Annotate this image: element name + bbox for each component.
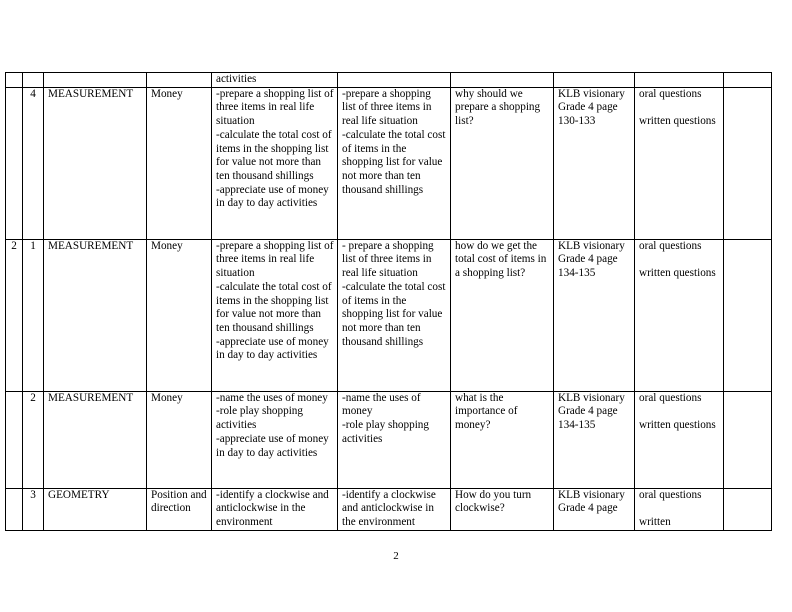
week-cell: [6, 488, 23, 530]
resources-cell: KLB visionary Grade 4 page: [554, 488, 635, 530]
strand-cell: MEASUREMENT: [44, 239, 147, 391]
week-cell: 2: [6, 239, 23, 391]
key-inquiry-cell: How do you turn clockwise?: [451, 488, 554, 530]
table-row: [6, 239, 772, 391]
week-cell: [6, 73, 23, 88]
lesson-cell: 4: [23, 87, 44, 239]
scheme-of-work-table: [5, 72, 772, 531]
week-cell: [6, 391, 23, 488]
learning-experiences-cell: - prepare a shopping list of three items in real life situation -calculate the total cost of items in the shopping list for value not more than ten thousand shillings: [338, 239, 451, 391]
assessment-cell: oral questions written questions: [635, 87, 724, 239]
strand-cell: MEASUREMENT: [44, 87, 147, 239]
strand-cell: MEASUREMENT: [44, 391, 147, 488]
reflection-cell: [724, 391, 772, 488]
learning-experiences-cell: [338, 73, 451, 88]
learning-outcomes-cell: activities: [212, 73, 338, 88]
lesson-cell: 3: [23, 488, 44, 530]
sub-strand-cell: Money: [147, 391, 212, 488]
resources-cell: KLB visionary Grade 4 page 134-135: [554, 391, 635, 488]
assessment-cell: oral questions written questions: [635, 239, 724, 391]
table-row: [6, 87, 772, 239]
reflection-cell: [724, 73, 772, 88]
learning-outcomes-cell: -prepare a shopping list of three items in real life situation -calculate the total cost of items in the shopping list for value not more than ten thousand shillings -appreciate use of money in day to day activities: [212, 239, 338, 391]
key-inquiry-cell: how do we get the total cost of items in a shopping list?: [451, 239, 554, 391]
learning-experiences-cell: -identify a clockwise and anticlockwise in the environment: [338, 488, 451, 530]
learning-outcomes-cell: -prepare a shopping list of three items in real life situation -calculate the total cost of items in the shopping list for value not more than ten thousand shillings -appreciate use of money in day to day activities: [212, 87, 338, 239]
page-number: 2: [393, 550, 399, 562]
sub-strand-cell: Money: [147, 87, 212, 239]
assessment-cell: [635, 73, 724, 88]
week-cell: [6, 87, 23, 239]
table-row: [6, 73, 772, 88]
lesson-cell: 1: [23, 239, 44, 391]
key-inquiry-cell: why should we prepare a shopping list?: [451, 87, 554, 239]
reflection-cell: [724, 87, 772, 239]
reflection-cell: [724, 239, 772, 391]
learning-experiences-cell: -prepare a shopping list of three items in real life situation -calculate the total cost of items in the shopping list for value not more than ten thousand shillings: [338, 87, 451, 239]
table-row: [6, 488, 772, 530]
key-inquiry-cell: what is the importance of money?: [451, 391, 554, 488]
table-row: [6, 391, 772, 488]
strand-cell: [44, 73, 147, 88]
sub-strand-cell: Money: [147, 239, 212, 391]
key-inquiry-cell: [451, 73, 554, 88]
lesson-cell: 2: [23, 391, 44, 488]
learning-outcomes-cell: -identify a clockwise and anticlockwise in the environment: [212, 488, 338, 530]
assessment-cell: oral questions written: [635, 488, 724, 530]
learning-experiences-cell: -name the uses of money -role play shopping activities: [338, 391, 451, 488]
resources-cell: KLB visionary Grade 4 page 130-133: [554, 87, 635, 239]
learning-outcomes-cell: -name the uses of money -role play shopping activities -appreciate use of money in day to day activities: [212, 391, 338, 488]
resources-cell: [554, 73, 635, 88]
sub-strand-cell: Position and direction: [147, 488, 212, 530]
assessment-cell: oral questions written questions: [635, 391, 724, 488]
lesson-cell: [23, 73, 44, 88]
reflection-cell: [724, 488, 772, 530]
sub-strand-cell: [147, 73, 212, 88]
resources-cell: KLB visionary Grade 4 page 134-135: [554, 239, 635, 391]
strand-cell: GEOMETRY: [44, 488, 147, 530]
